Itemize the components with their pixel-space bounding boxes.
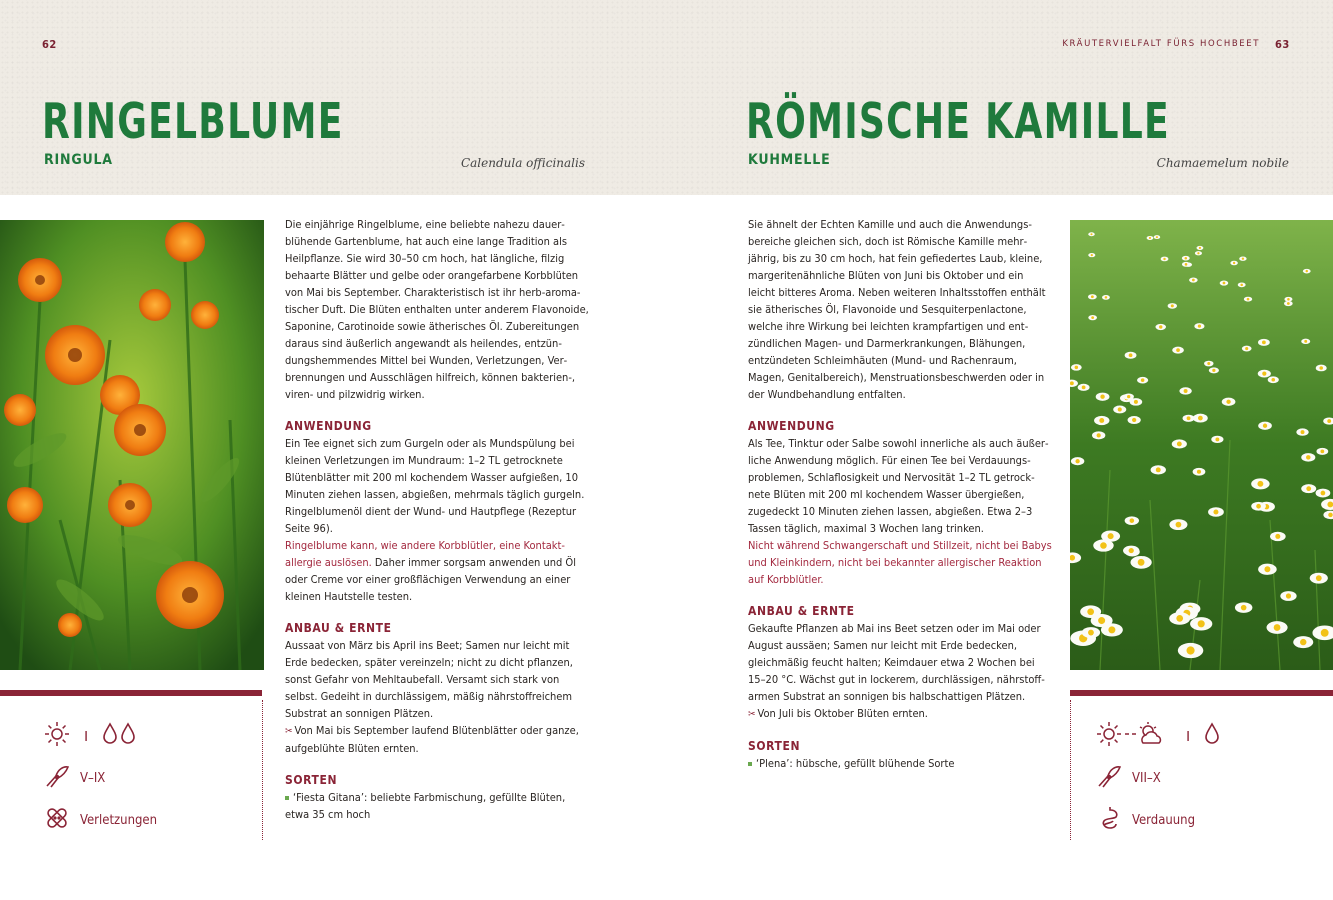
harvest-text-left: Von Mai bis September laufend Blütenblätter oder ganze, aufgeblühte Blüten ernten. [285, 724, 579, 755]
section-heading-anwendung-left: ANWENDUNG [285, 419, 372, 433]
use-label-right: Verdauung [1132, 812, 1196, 828]
anbau-paragraph-left: Aussaat von März bis April ins Beet; Samen nur leicht mit Erde bedecken, später vereinzeln; nicht zu dicht pflanzen, sonst Gefahr von Mehltaubefall. Versamt sich stark von selbst. Gedeiht in durchlässigem, mäßig nährstoffreichem Substrat an sonnigen Plätzen. [285, 639, 573, 720]
anwendung-after-left: Daher immer sorgsam anwenden und Öl oder Creme vor einer großflächigen Verwendung an einer kleinen Hautstelle testen. [285, 556, 576, 603]
chamomile-photo [1070, 220, 1333, 670]
scissors-icon: ✂ [748, 709, 756, 720]
harvest-note-left [285, 722, 590, 757]
pruning-shears-icon [44, 763, 80, 794]
plant-title-left: RINGELBLUME [42, 93, 344, 150]
separator-left: I [84, 727, 89, 745]
section-heading-sorten-left: SORTEN [285, 773, 338, 787]
two-drops-icon [102, 722, 136, 751]
info-light-water-left [44, 720, 136, 752]
article-body-left [285, 216, 590, 823]
harvest-note-right [748, 705, 1053, 723]
page-number-left: 62 [42, 38, 57, 51]
variety-text-right: ‘Plena’: hübsche, gefüllt blühende Sorte [756, 757, 955, 770]
harvest-months-left: V–IX [80, 770, 106, 786]
anwendung-text-right: Als Tee, Tinktur oder Salbe sowohl innerliche als auch äußerliche Anwendung möglich. Für einen Tee bei Verdauungsproblemen, Schlaflosigkeit und Nervosität 1–2 TL getrocknete Blüten mit 200 ml kochendem Wasser übergießen, zugedeckt 10 Minuten ziehen lassen, abgießen. Etwa 2–3 Tassen täglich, maximal 3 Wochen lang trinken. [748, 437, 1049, 535]
intro-paragraph-left: Die einjährige Ringelblume, eine beliebte nahezu dauerblühende Gartenblume, hat auch eine lange Tradition als Heilpflanze. Sie wird 30–50 cm hoch, hat längliche, filzig behaarte Blätter und gelbe oder orangefarbene Korbblüten von Mai bis September. Charakteristisch ist ihr herb-aromatischer Duft. Die Blüten enthalten unter anderem Flavonoide, Saponine, Carotinoide sowie ätherisches Öl. Zubereitungen daraus sind äußerlich angewandt als heilendes, entzündungshemmendes Mittel bei Wunden, Verletzungen, Verbrennungen und Ausschlägen hilfreich, können bakterien-, viren- und pilzwidrig wirken. [285, 218, 589, 401]
running-head: KRÄUTERVIELFALT FÜRS HOCHBEET [1062, 39, 1260, 49]
info-box-rule-right [1070, 690, 1333, 696]
info-box-divider-left [262, 700, 263, 840]
bandage-icon [44, 805, 80, 836]
allergy-warning-left: Ringelblume kann, wie andere Korbblütler, eine Kontaktallergie auslösen. [285, 539, 565, 569]
pruning-shears-icon [1096, 763, 1132, 794]
separator-right: I [1186, 727, 1191, 745]
sun-to-partial-shade-icon [1096, 721, 1172, 752]
anbau-paragraph-right: Gekaufte Pflanzen ab Mai ins Beet setzen oder im Mai oder August aussäen; Samen nur leicht mit Erde bedecken, gleichmäßig feucht halten; Keimdauer etwa 2 Wochen bei 15–20 °C. Wächst gut in lockerem, durchlässigen, nährstoffarmen Substrat an sonnigen bis halbschattigen Plätzen. [748, 622, 1045, 703]
variety-item-right [748, 755, 1053, 772]
plant-subtitle-right: KUHMELLE [748, 152, 831, 168]
latin-name-right: Chamaemelum nobile [1156, 156, 1289, 170]
page-number-right: 63 [1275, 38, 1290, 51]
anwendung-paragraph-right [748, 435, 1053, 588]
info-harvest-right [1096, 762, 1161, 794]
variety-item-left [285, 789, 590, 823]
article-body-right [748, 216, 1053, 772]
info-box-rule-left [0, 690, 262, 696]
anwendung-paragraph-left [285, 435, 590, 605]
single-drop-icon [1204, 722, 1220, 751]
use-label-left: Verletzungen [80, 812, 158, 828]
section-heading-anbau-right: ANBAU & ERNTE [748, 604, 855, 618]
info-use-left [44, 804, 157, 836]
bullet-icon [748, 762, 752, 766]
anwendung-text-left: Ein Tee eignet sich zum Gurgeln oder als Mundspülung bei kleinen Verletzungen im Mundraum: 1–2 TL getrocknete Blütenblätter mit 200 ml kochendem Wasser aufgießen, 10 Minuten ziehen lassen, abgießen, mehrmals täglich gurgeln. Ringelblumenöl dient der Wund- und Hautpflege (Rezeptur Seite 96). [285, 437, 585, 535]
harvest-months-right: VII–X [1132, 770, 1161, 786]
plant-title-right: RÖMISCHE KAMILLE [746, 93, 1170, 150]
plant-subtitle-left: RINGULA [44, 152, 113, 168]
calendula-photo [0, 220, 264, 670]
sun-icon [44, 721, 70, 752]
digestion-icon [1096, 805, 1132, 836]
latin-name-left: Calendula officinalis [460, 156, 585, 170]
info-box-divider-right [1070, 700, 1071, 840]
section-heading-sorten-right: SORTEN [748, 739, 801, 753]
info-harvest-left [44, 762, 105, 794]
pregnancy-warning-right: Nicht während Schwangerschaft und Stillzeit, nicht bei Babys und Kleinkindern, nicht bei bekannter allergischer Reaktion auf Korbblütler. [748, 539, 1052, 586]
harvest-text-right: Von Juli bis Oktober Blüten ernten. [757, 707, 928, 720]
scissors-icon: ✂ [285, 726, 293, 737]
info-use-right [1096, 804, 1195, 836]
intro-paragraph-right: Sie ähnelt der Echten Kamille und auch die Anwendungsbereiche gleichen sich, doch ist Römische Kamille mehrjährig, bis zu 30 cm hoch, hat fein gefiedertes Laub, kleine, margeritenähnliche Blüten von Juni bis Oktober und ein leicht bitteres Aroma. Neben weiteren Inhaltsstoffen enthält sie ätherisches Öl, Flavonoide und Sesquiterpenlactone, welche ihre Wirkung bei leichten krampfartigen und entzündlichen Magen- und Darmerkrankungen, Blähungen, entzündeten Schleimhäuten (Mund- und Rachenraum, Magen, Genitalbereich), Menstruationsbeschwerden oder in der Wundbehandlung entfalten. [748, 218, 1046, 401]
section-heading-anbau-left: ANBAU & ERNTE [285, 621, 392, 635]
section-heading-anwendung-right: ANWENDUNG [748, 419, 835, 433]
variety-text-left: ‘Fiesta Gitana’: beliebte Farbmischung, gefüllte Blüten, etwa 35 cm hoch [285, 791, 566, 821]
info-light-water-right [1096, 720, 1220, 752]
bullet-icon [285, 796, 289, 800]
